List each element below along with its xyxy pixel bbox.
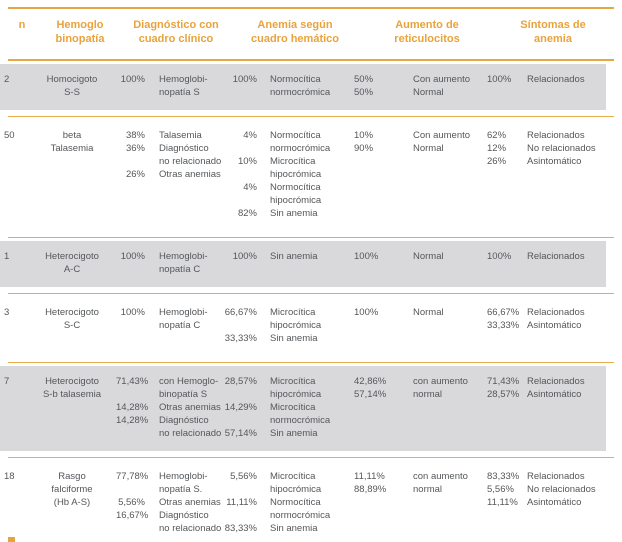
cell-diagnostico-label bbox=[148, 129, 220, 220]
cell-anemia-label-line: Normocítica bbox=[270, 74, 321, 85]
cell-n-line: 7 bbox=[4, 376, 10, 387]
cell-anemia-pct-line: 5,56% bbox=[230, 471, 257, 482]
cell-sintomas-label bbox=[524, 306, 606, 345]
cell-reticulocitos-pct-line: 100% bbox=[354, 251, 379, 262]
cell-n bbox=[0, 250, 28, 276]
cell-anemia-label-line: Microcítica bbox=[270, 402, 316, 413]
row-separator-rule bbox=[8, 457, 614, 458]
cell-n-line: 1 bbox=[4, 251, 10, 262]
cell-n bbox=[0, 375, 28, 440]
cell-anemia-pct bbox=[220, 129, 258, 220]
cell-reticulocitos-pct bbox=[354, 375, 413, 440]
cell-hemoglobinopatia bbox=[28, 129, 116, 220]
cell-anemia-pct-line: 100% bbox=[232, 74, 257, 85]
cell-anemia-label-line: Normocítica bbox=[270, 130, 321, 141]
cell-anemia-pct-line bbox=[220, 194, 257, 207]
cell-sintomas-pct bbox=[484, 470, 524, 535]
cell-diagnostico-label-line: no relacionado bbox=[159, 523, 222, 534]
cell-anemia-label-line: hipocrómica bbox=[270, 169, 322, 180]
cell-anemia-label bbox=[258, 470, 354, 535]
cell-sintomas-pct bbox=[484, 375, 524, 440]
cell-hemoglobinopatia bbox=[28, 73, 116, 99]
cell-anemia-pct-line bbox=[220, 319, 257, 332]
cell-diagnostico-label-line: Diagnóstico bbox=[159, 143, 209, 154]
cell-anemia-pct bbox=[220, 250, 258, 276]
cell-anemia-label bbox=[258, 73, 354, 99]
cell-reticulocitos-label bbox=[413, 306, 484, 345]
cell-sintomas-pct-line: 28,57% bbox=[487, 389, 520, 400]
cell-hemoglobinopatia bbox=[28, 470, 116, 535]
cell-anemia-pct-line bbox=[220, 142, 257, 155]
cell-diagnostico-pct-line: 26% bbox=[125, 169, 145, 180]
cell-reticulocitos-pct-line: 88,89% bbox=[354, 484, 387, 495]
cell-diagnostico-pct-line: 100% bbox=[120, 251, 145, 262]
table-row bbox=[0, 120, 606, 231]
cell-hemoglobinopatia bbox=[28, 375, 116, 440]
cell-sintomas-label-line: Asintomático bbox=[527, 389, 582, 400]
row-separator-rule bbox=[8, 293, 614, 294]
cell-diagnostico-pct-line: 38% bbox=[125, 130, 145, 141]
cell-reticulocitos-pct bbox=[354, 250, 413, 276]
cell-diagnostico-pct-line: 14,28% bbox=[116, 402, 149, 413]
cell-diagnostico-pct-line bbox=[116, 86, 145, 99]
cell-reticulocitos-pct bbox=[354, 129, 413, 220]
cell-diagnostico-label-line: Diagnóstico bbox=[159, 510, 209, 521]
cell-reticulocitos-label bbox=[413, 129, 484, 220]
cell-hemoglobinopatia-line: Heterocigoto bbox=[45, 307, 99, 318]
cell-hemoglobinopatia-line: Homocigoto bbox=[46, 74, 98, 85]
cell-hemoglobinopatia bbox=[28, 306, 116, 345]
cell-anemia-pct-line: 33,33% bbox=[224, 333, 257, 344]
cell-reticulocitos-label bbox=[413, 250, 484, 276]
cell-diagnostico-pct-line bbox=[116, 483, 145, 496]
cell-diagnostico-pct-line: 36% bbox=[125, 143, 145, 154]
cell-diagnostico-label-line: Diagnóstico bbox=[159, 415, 209, 426]
cell-reticulocitos-pct-line: 11,11% bbox=[354, 471, 385, 482]
cell-sintomas-label-line: Asintomático bbox=[527, 320, 582, 331]
page-corner-mark bbox=[8, 537, 15, 542]
cell-diagnostico-label-line: binopatía S bbox=[159, 389, 208, 400]
cell-anemia-label-line: Sin anemia bbox=[270, 208, 318, 219]
cell-sintomas-pct-line: 26% bbox=[487, 156, 507, 167]
cell-reticulocitos-label-line: Con aumento bbox=[413, 74, 471, 85]
cell-diagnostico-label-line: Hemoglobi- bbox=[159, 251, 208, 262]
cell-diagnostico-label-line: no relacionado bbox=[159, 428, 222, 439]
column-header-reticulocitos: Aumento de reticulocitos bbox=[394, 19, 460, 45]
cell-sintomas-pct-line: 71,43% bbox=[487, 376, 520, 387]
cell-hemoglobinopatia-line: S-b talasemia bbox=[42, 389, 102, 400]
cell-diagnostico-pct-line bbox=[116, 319, 145, 332]
table-row bbox=[0, 366, 606, 451]
cell-anemia-pct-line: 82% bbox=[237, 208, 257, 219]
cell-reticulocitos-label-line: Con aumento bbox=[413, 130, 471, 141]
cell-reticulocitos-label bbox=[413, 375, 484, 440]
cell-reticulocitos-pct bbox=[354, 470, 413, 535]
cell-anemia-pct-line: 57,14% bbox=[224, 428, 257, 439]
cell-anemia-label-line: normocrómica bbox=[270, 143, 331, 154]
cell-anemia-label-line: Normocítica bbox=[270, 497, 321, 508]
cell-diagnostico-label-line: nopatía C bbox=[159, 264, 201, 275]
table-row bbox=[0, 64, 606, 110]
cell-reticulocitos-label bbox=[413, 470, 484, 535]
cell-reticulocitos-pct-line: 10% bbox=[354, 130, 374, 141]
cell-sintomas-pct-line: 11,11% bbox=[487, 497, 518, 508]
cell-diagnostico-label-line: Hemoglobi- bbox=[159, 74, 208, 85]
cell-anemia-pct-line: 4% bbox=[243, 182, 257, 193]
cell-sintomas-label-line: Relacionados bbox=[527, 376, 585, 387]
column-header-anemia: Anemia según cuadro hemático bbox=[250, 19, 340, 45]
row-separator-rule bbox=[8, 237, 614, 238]
cell-reticulocitos-label-line: Normal bbox=[413, 251, 444, 262]
cell-n bbox=[0, 470, 28, 535]
cell-reticulocitos-pct-line: 50% bbox=[354, 74, 374, 85]
cell-reticulocitos-label-line: con aumento bbox=[413, 376, 468, 387]
cell-anemia-label-line: Microcítica bbox=[270, 376, 316, 387]
cell-reticulocitos-pct-line: 100% bbox=[354, 307, 379, 318]
column-header-n: n bbox=[18, 19, 26, 31]
column-header-hemoglobinopatia: Hemoglo binopatía bbox=[55, 19, 105, 45]
cell-diagnostico-label bbox=[148, 375, 220, 440]
cell-reticulocitos-pct-line: 90% bbox=[354, 143, 374, 154]
cell-sintomas-pct-line: 100% bbox=[487, 251, 512, 262]
cell-sintomas-pct bbox=[484, 306, 524, 345]
cell-diagnostico-pct-line: 5,56% bbox=[118, 497, 145, 508]
cell-reticulocitos-label-line: Normal bbox=[413, 87, 444, 98]
cell-n bbox=[0, 306, 28, 345]
cell-diagnostico-label bbox=[148, 306, 220, 345]
cell-n bbox=[0, 73, 28, 99]
cell-n bbox=[0, 129, 28, 220]
cell-anemia-pct bbox=[220, 306, 258, 345]
cell-anemia-label-line: normocrómica bbox=[270, 415, 331, 426]
cell-reticulocitos-pct-line: 42,86% bbox=[354, 376, 387, 387]
cell-hemoglobinopatia-line: A-C bbox=[63, 264, 81, 275]
header-bottom-rule bbox=[8, 59, 614, 61]
cell-diagnostico-label-line: Otras anemias bbox=[159, 169, 221, 180]
table-row bbox=[0, 297, 606, 356]
cell-anemia-label bbox=[258, 375, 354, 440]
cell-sintomas-label bbox=[524, 470, 606, 535]
cell-sintomas-label-line: Relacionados bbox=[527, 251, 585, 262]
cell-diagnostico-pct-line bbox=[116, 263, 145, 276]
cell-diagnostico-label-line: Hemoglobi- bbox=[159, 307, 208, 318]
cell-diagnostico-pct bbox=[116, 306, 148, 345]
cell-sintomas-label bbox=[524, 73, 606, 99]
cell-anemia-label bbox=[258, 250, 354, 276]
cell-sintomas-label-line: Relacionados bbox=[527, 307, 585, 318]
cell-anemia-pct-line: 14,29% bbox=[224, 402, 257, 413]
cell-reticulocitos-label-line: normal bbox=[413, 484, 443, 495]
cell-diagnostico-pct-line bbox=[116, 522, 145, 535]
cell-anemia-label bbox=[258, 129, 354, 220]
cell-anemia-label-line: Microcítica bbox=[270, 471, 316, 482]
cell-anemia-pct-line: 4% bbox=[243, 130, 257, 141]
cell-diagnostico-label-line: nopatía S bbox=[159, 87, 200, 98]
table-body bbox=[0, 64, 622, 542]
cell-reticulocitos-pct-line: 57,14% bbox=[354, 389, 387, 400]
cell-sintomas-pct-line: 12% bbox=[487, 143, 507, 154]
cell-sintomas-pct-line: 83,33% bbox=[487, 471, 520, 482]
cell-sintomas-pct-line: 100% bbox=[487, 74, 512, 85]
cell-anemia-label-line: hipocrómica bbox=[270, 195, 322, 206]
cell-anemia-pct-line bbox=[220, 388, 257, 401]
cell-anemia-label-line: hipocrómica bbox=[270, 389, 322, 400]
cell-reticulocitos-label-line: normal bbox=[413, 389, 443, 400]
cell-n-line: 50 bbox=[4, 130, 15, 141]
cell-diagnostico-pct-line bbox=[116, 388, 145, 401]
cell-diagnostico-pct-line: 16,67% bbox=[116, 510, 149, 521]
cell-reticulocitos-pct-line: 50% bbox=[354, 87, 374, 98]
cell-sintomas-label-line: No relacionados bbox=[527, 484, 596, 495]
cell-hemoglobinopatia-line: (Hb A-S) bbox=[53, 497, 91, 508]
cell-anemia-pct-line: 83,33% bbox=[224, 523, 257, 534]
cell-hemoglobinopatia-line: beta bbox=[62, 130, 82, 141]
cell-anemia-pct-line bbox=[220, 483, 257, 496]
cell-sintomas-pct-line: 66,67% bbox=[487, 307, 520, 318]
cell-sintomas-label-line: Asintomático bbox=[527, 497, 582, 508]
cell-diagnostico-pct bbox=[116, 129, 148, 220]
cell-anemia-pct-line: 11,11% bbox=[226, 497, 257, 508]
cell-anemia-pct bbox=[220, 470, 258, 535]
cell-hemoglobinopatia-line: Heterocigoto bbox=[45, 376, 99, 387]
cell-diagnostico-label bbox=[148, 250, 220, 276]
cell-diagnostico-label-line: Otras anemias bbox=[159, 497, 221, 508]
cell-anemia-label-line: Microcítica bbox=[270, 307, 316, 318]
cell-diagnostico-pct bbox=[116, 250, 148, 276]
table-header-row bbox=[8, 9, 614, 59]
cell-reticulocitos-label-line: Normal bbox=[413, 307, 444, 318]
cell-diagnostico-pct-line: 14,28% bbox=[116, 415, 149, 426]
row-separator-rule bbox=[8, 116, 614, 117]
cell-sintomas-pct bbox=[484, 250, 524, 276]
table-row bbox=[0, 241, 606, 287]
cell-sintomas-pct-line: 33,33% bbox=[487, 320, 520, 331]
column-header-sintomas: Síntomas de anemia bbox=[520, 19, 586, 45]
cell-sintomas-pct bbox=[484, 129, 524, 220]
cell-diagnostico-pct-line: 77,78% bbox=[116, 471, 149, 482]
cell-diagnostico-label-line: Talasemia bbox=[159, 130, 202, 141]
cell-hemoglobinopatia-line: Heterocigoto bbox=[45, 251, 99, 262]
cell-anemia-label-line: hipocrómica bbox=[270, 484, 322, 495]
cell-anemia-pct-line bbox=[220, 86, 257, 99]
cell-sintomas-label-line: Relacionados bbox=[527, 74, 585, 85]
table-row bbox=[0, 461, 606, 542]
cell-anemia-label-line: Sin anemia bbox=[270, 428, 318, 439]
column-header-diagnostico: Diagnóstico con cuadro clínico bbox=[133, 19, 219, 45]
cell-hemoglobinopatia-line: Rasgo bbox=[58, 471, 86, 482]
cell-anemia-pct-line: 100% bbox=[232, 251, 257, 262]
cell-diagnostico-label-line: nopatía C bbox=[159, 320, 201, 331]
cell-hemoglobinopatia-line: Talasemia bbox=[50, 143, 94, 154]
cell-anemia-pct bbox=[220, 73, 258, 99]
cell-anemia-pct-line bbox=[220, 414, 257, 427]
cell-n-line: 3 bbox=[4, 307, 10, 318]
cell-anemia-pct-line: 66,67% bbox=[224, 307, 257, 318]
cell-diagnostico-label-line: Hemoglobi- bbox=[159, 471, 208, 482]
cell-diagnostico-pct bbox=[116, 73, 148, 99]
cell-anemia-label-line: Sin anemia bbox=[270, 523, 318, 534]
cell-hemoglobinopatia bbox=[28, 250, 116, 276]
cell-diagnostico-pct bbox=[116, 375, 148, 440]
cell-anemia-pct-line: 10% bbox=[237, 156, 257, 167]
cell-diagnostico-pct-line bbox=[116, 427, 145, 440]
cell-diagnostico-label bbox=[148, 73, 220, 99]
cell-anemia-label-line: Sin anemia bbox=[270, 333, 318, 344]
cell-hemoglobinopatia-line: S-S bbox=[64, 87, 80, 98]
cell-sintomas-pct bbox=[484, 73, 524, 99]
cell-reticulocitos-pct bbox=[354, 73, 413, 99]
cell-anemia-label-line: normocrómica bbox=[270, 510, 331, 521]
cell-n-line: 2 bbox=[4, 74, 10, 85]
cell-diagnostico-pct bbox=[116, 470, 148, 535]
cell-anemia-pct-line: 28,57% bbox=[224, 376, 257, 387]
cell-sintomas-label bbox=[524, 250, 606, 276]
cell-diagnostico-pct-line: 71,43% bbox=[116, 376, 149, 387]
cell-sintomas-label-line: Relacionados bbox=[527, 471, 585, 482]
cell-anemia-label-line: Normocítica bbox=[270, 182, 321, 193]
cell-reticulocitos-pct bbox=[354, 306, 413, 345]
cell-hemoglobinopatia-line: S-C bbox=[63, 320, 81, 331]
cell-anemia-pct bbox=[220, 375, 258, 440]
cell-anemia-label-line: Sin anemia bbox=[270, 251, 318, 262]
cell-diagnostico-pct-line: 100% bbox=[120, 74, 145, 85]
cell-sintomas-label-line: Asintomático bbox=[527, 156, 582, 167]
cell-diagnostico-label-line: Otras anemias bbox=[159, 402, 221, 413]
cell-n-line: 18 bbox=[4, 471, 15, 482]
cell-sintomas-label-line: No relacionados bbox=[527, 143, 596, 154]
cell-sintomas-pct-line: 62% bbox=[487, 130, 507, 141]
cell-anemia-label-line: Microcítica bbox=[270, 156, 316, 167]
cell-reticulocitos-label-line: con aumento bbox=[413, 471, 468, 482]
cell-diagnostico-label bbox=[148, 470, 220, 535]
cell-anemia-pct-line bbox=[220, 168, 257, 181]
cell-reticulocitos-label bbox=[413, 73, 484, 99]
cell-diagnostico-label-line: nopatía S. bbox=[159, 484, 203, 495]
cell-anemia-pct-line bbox=[220, 509, 257, 522]
cell-diagnostico-label-line: no relacionado bbox=[159, 156, 222, 167]
cell-anemia-label-line: hipocrómica bbox=[270, 320, 322, 331]
cell-anemia-label-line: normocrómica bbox=[270, 87, 331, 98]
cell-sintomas-label bbox=[524, 375, 606, 440]
row-separator-rule bbox=[8, 362, 614, 363]
cell-sintomas-pct-line: 5,56% bbox=[487, 484, 514, 495]
cell-reticulocitos-label-line: Normal bbox=[413, 143, 444, 154]
cell-diagnostico-pct-line: 100% bbox=[120, 307, 145, 318]
cell-hemoglobinopatia-line: falciforme bbox=[51, 484, 93, 495]
cell-diagnostico-pct-line bbox=[116, 155, 145, 168]
cell-sintomas-label bbox=[524, 129, 606, 220]
cell-diagnostico-label-line: con Hemoglo- bbox=[159, 376, 219, 387]
cell-sintomas-label-line: Relacionados bbox=[527, 130, 585, 141]
cell-anemia-label bbox=[258, 306, 354, 345]
